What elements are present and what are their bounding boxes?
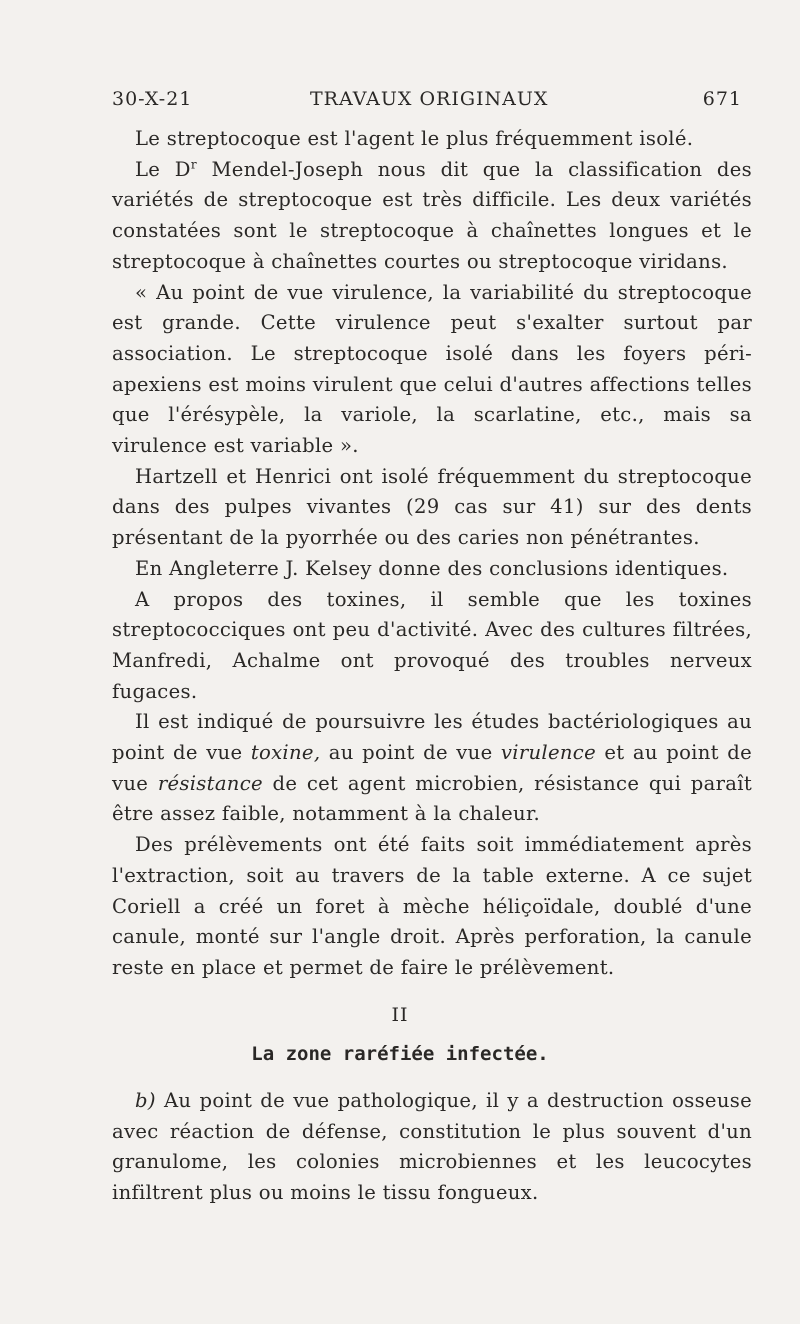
body-text (112, 124, 752, 984)
header-running-title: TRAVAUX ORIGINAUX (310, 88, 549, 110)
paragraph: Il est indiqué de poursuivre les études bactériologiques au point de vue toxine, au point de vue virulence et au point de vue résistance de cet agent microbien, résistance qui paraît être assez faible, notamment à la chaleur. (112, 710, 752, 826)
section-title: La zone raréfiée infectée. (251, 1043, 549, 1065)
running-header (112, 88, 742, 116)
paragraph: Le streptocoque est l'agent le plus fréquemment isolé. (135, 127, 694, 150)
paragraph: b) Au point de vue pathologique, il y a destruction osseuse avec réaction de défense, constitution le plus souvent d'un granulome, les colonies microbiennes et les leucocytes infiltrent plus ou moins le tissu fongueux. (112, 1089, 752, 1205)
paragraph: A propos des toxines, il semble que les toxines streptococciques ont peu d'activité. Avec des cultures filtrées, Manfredi, Achalme ont provoqué des troubles nerveux fugaces. (112, 587, 752, 703)
paragraph: Le $D^r$ Mendel-Joseph nous dit que la classification des variétés de streptocoque est très difficile. Les deux variétés constatées sont le streptocoque à chaînettes longues et le streptocoque à chaînettes courtes ou streptocoque viridans. (112, 157, 753, 273)
header-date: 30-X-21 (112, 88, 193, 110)
paragraph: « Au point de vue virulence, la variabilité du streptocoque est grande. Cette virulence peut s'exalter surtout par association. Le streptocoque isolé dans les foyers péri-apexiens est moins virulent que celui d'autres affections telles que l'érésypèle, la variole, la scarlatine, etc., mais sa virulence est variable ». (112, 280, 752, 458)
paragraph: Des prélèvements ont été faits soit immédiatement après l'extraction, soit au travers de la table externe. A ce sujet Coriell a créé un foret à mèche héliçoïdale, doublé d'une canule, monté sur l'angle droit. Après perforation, la canule reste en place et permet de faire le prélèvement. (112, 833, 752, 979)
paragraph-label: b) (135, 1089, 156, 1112)
paragraph: En Angleterre J. Kelsey donne des conclusions identiques. (135, 556, 729, 580)
paragraph: Hartzell et Henrici ont isolé fréquemment du streptocoque dans des pulpes vivantes (29 cas sur 41) sur des dents présentant de la pyorrhée ou des caries non pénétrantes. (112, 464, 752, 550)
header-page-number: 671 (702, 88, 742, 110)
section-number: II (391, 1004, 409, 1026)
body-text-section-2 (112, 1086, 752, 1209)
